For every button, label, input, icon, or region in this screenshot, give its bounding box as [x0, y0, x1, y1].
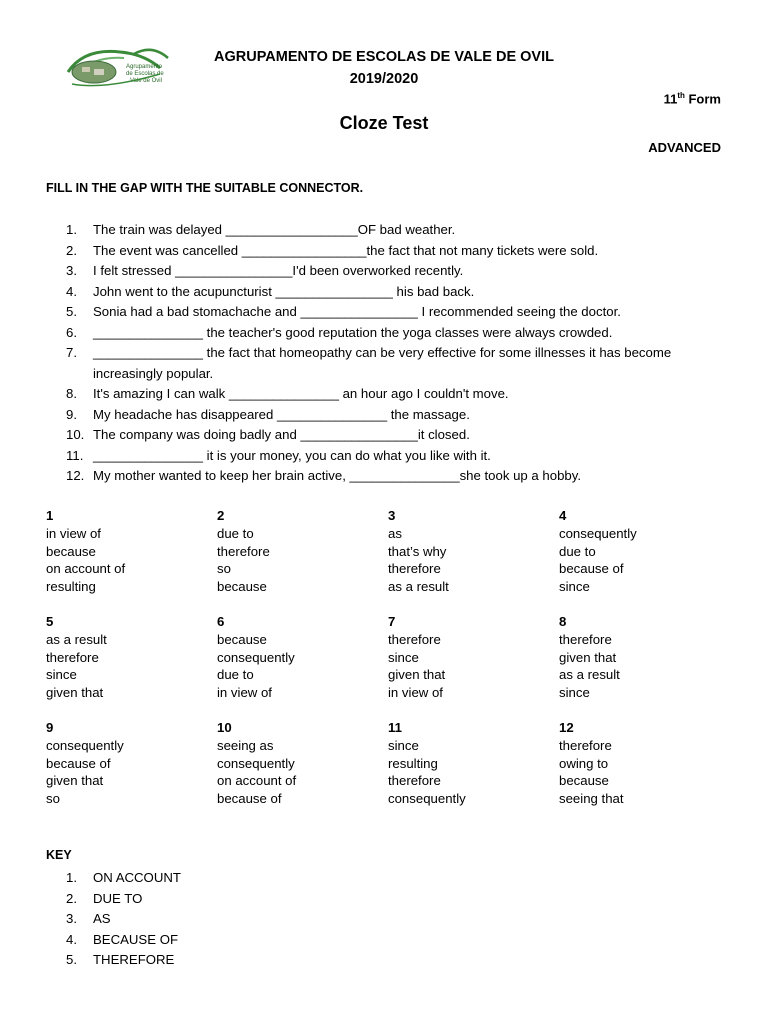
key-number: 5. — [66, 952, 77, 967]
question-text: It's amazing I can walk _______________ an hour ago I couldn't move. — [93, 386, 509, 401]
option: resulting — [46, 579, 96, 595]
key-title: KEY — [46, 848, 72, 862]
option-group-number: 5 — [46, 613, 54, 629]
question-number: 12. — [66, 468, 85, 483]
key-number: 1. — [66, 870, 77, 885]
instructions: FILL IN THE GAP WITH THE SUITABLE CONNECTOR. — [46, 181, 364, 195]
option: since — [388, 737, 419, 753]
key-item — [66, 909, 181, 930]
form-number: 11 — [663, 91, 678, 107]
form-suffix: th — [677, 91, 685, 100]
question-number: 11. — [66, 447, 84, 463]
option-group-number: 8 — [559, 613, 567, 629]
question-text: John went to the acupuncturist ________________ his bad back. — [93, 283, 475, 299]
option-group — [46, 613, 217, 702]
option: given that — [46, 685, 104, 701]
option-group — [217, 719, 388, 808]
option: in view of — [217, 685, 272, 701]
option-group — [388, 613, 559, 702]
option: therefore — [388, 631, 441, 647]
question-number: 9. — [66, 406, 77, 422]
option-group-number: 6 — [217, 613, 225, 629]
key-item — [66, 889, 181, 910]
logo-text-3: Vale de Ovil — [130, 78, 162, 84]
key-answer: ON ACCOUNT — [93, 870, 181, 885]
school-header — [0, 46, 768, 90]
form-label — [664, 91, 721, 106]
question-item — [66, 446, 726, 467]
question-number: 1. — [66, 222, 77, 237]
option-group-number: 9 — [46, 719, 54, 735]
question-item — [66, 384, 726, 405]
option-group-number: 3 — [388, 508, 396, 523]
answer-key-list — [66, 868, 181, 971]
question-item — [66, 241, 726, 262]
question-text: The company was doing badly and ________________it closed. — [93, 427, 470, 442]
question-text: _______________ the teacher's good reputation the yoga classes were always crowded. — [93, 324, 613, 340]
option-group — [388, 507, 559, 596]
option: in view of — [388, 685, 443, 701]
key-answer: BECAUSE OF — [93, 931, 179, 947]
question-number: 2. — [66, 242, 77, 258]
option: because — [46, 543, 96, 559]
question-item — [66, 282, 726, 303]
option-group-number: 2 — [217, 508, 225, 523]
option: given that — [559, 649, 617, 665]
option: given that — [46, 773, 104, 789]
logo-text-1: Agrupamento — [126, 64, 163, 70]
option: because — [217, 631, 267, 647]
page-title: Cloze Test — [339, 113, 429, 133]
option: consequently — [217, 649, 295, 665]
school-name: AGRUPAMENTO DE ESCOLAS DE VALE DE OVIL — [214, 49, 554, 65]
question-text: _______________ it is your money, you can do what you like with it. — [93, 447, 491, 463]
key-item — [66, 868, 181, 889]
option: therefore — [388, 773, 441, 789]
option: consequently — [388, 791, 466, 807]
question-item — [66, 261, 726, 282]
option-group-number: 1 — [46, 508, 54, 523]
option: since — [559, 579, 590, 595]
question-text: My mother wanted to keep her brain active, _______________she took up a hobby. — [93, 468, 582, 483]
options-row — [46, 613, 746, 702]
option: owing to — [559, 755, 609, 771]
option: seeing that — [559, 791, 624, 807]
option: on account of — [217, 773, 297, 789]
option: since — [559, 685, 590, 701]
option: consequently — [559, 525, 637, 541]
option: consequently — [217, 755, 295, 771]
option: as a result — [559, 667, 620, 683]
question-text: Sonia had a bad stomachache and ________________ I recommended seeing the doctor. — [93, 304, 621, 319]
option: due to — [217, 525, 254, 541]
key-answer: THEREFORE — [93, 952, 175, 967]
option-group — [559, 719, 730, 808]
option: because of — [559, 561, 624, 577]
question-number: 7. — [66, 345, 77, 360]
option-group-number: 7 — [388, 613, 396, 629]
option: since — [46, 667, 77, 683]
option-group — [217, 507, 388, 596]
option: therefore — [559, 631, 612, 647]
option: as — [388, 525, 402, 541]
option: because of — [46, 755, 111, 771]
option-group-number: 12 — [559, 719, 574, 735]
option: as a result — [46, 631, 107, 647]
option-group-number: 10 — [217, 719, 232, 735]
options-row — [46, 719, 746, 808]
logo-text-2: de Escolas de — [126, 71, 164, 77]
option-group — [559, 507, 730, 596]
options-row — [46, 507, 746, 596]
question-text: _______________ the fact that homeopathy can be very effective for some illnesses it has become increasingly popular. — [93, 345, 672, 381]
option: in view of — [46, 525, 101, 541]
key-number: 4. — [66, 931, 77, 947]
option: as a result — [388, 579, 449, 595]
option: resulting — [388, 755, 438, 771]
option: on account of — [46, 561, 126, 577]
option-group-number: 11 — [388, 719, 402, 735]
key-number: 2. — [66, 890, 77, 906]
option: because of — [217, 791, 282, 807]
option: given that — [388, 667, 446, 683]
question-item — [66, 405, 726, 426]
key-number: 3. — [66, 911, 77, 926]
option-group — [217, 613, 388, 702]
question-text: My headache has disappeared _______________ the massage. — [93, 406, 470, 422]
question-text: The event was cancelled _________________the fact that not many tickets were sold. — [93, 242, 599, 258]
level-label: ADVANCED — [648, 140, 721, 155]
form-word: Form — [684, 91, 721, 107]
option: therefore — [388, 561, 441, 577]
key-item — [66, 930, 181, 951]
option-group — [46, 507, 217, 596]
option-group — [559, 613, 730, 702]
question-text: The train was delayed __________________OF bad weather. — [93, 222, 456, 237]
option: that’s why — [388, 543, 447, 559]
key-answer: AS — [93, 911, 111, 926]
option: so — [217, 561, 231, 577]
question-text: I felt stressed ________________I'd been overworked recently. — [93, 263, 464, 278]
question-number: 4. — [66, 283, 77, 299]
option-group — [388, 719, 559, 808]
option: because — [217, 579, 267, 595]
key-item — [66, 950, 181, 971]
option: seeing as — [217, 737, 274, 753]
option: therefore — [559, 737, 612, 753]
school-year: 2019/2020 — [349, 71, 419, 87]
option: so — [46, 791, 60, 807]
option: due to — [559, 543, 596, 559]
option: therefore — [46, 649, 99, 665]
question-item — [66, 220, 726, 241]
option: since — [388, 649, 419, 665]
option-group-number: 4 — [559, 508, 567, 523]
option-group — [46, 719, 217, 808]
question-item — [66, 323, 726, 344]
option: because — [559, 773, 609, 789]
question-list — [66, 220, 726, 487]
question-item — [66, 302, 726, 323]
option: consequently — [46, 737, 124, 753]
question-number: 3. — [66, 263, 77, 278]
question-number: 8. — [66, 386, 77, 401]
question-number: 6. — [66, 324, 77, 340]
question-item — [66, 466, 726, 487]
option: due to — [217, 667, 254, 683]
question-number: 10. — [66, 427, 85, 442]
question-number: 5. — [66, 304, 77, 319]
options-grid — [46, 507, 746, 825]
question-item — [66, 343, 726, 384]
key-answer: DUE TO — [93, 890, 143, 906]
question-item — [66, 425, 726, 446]
option: therefore — [217, 543, 270, 559]
